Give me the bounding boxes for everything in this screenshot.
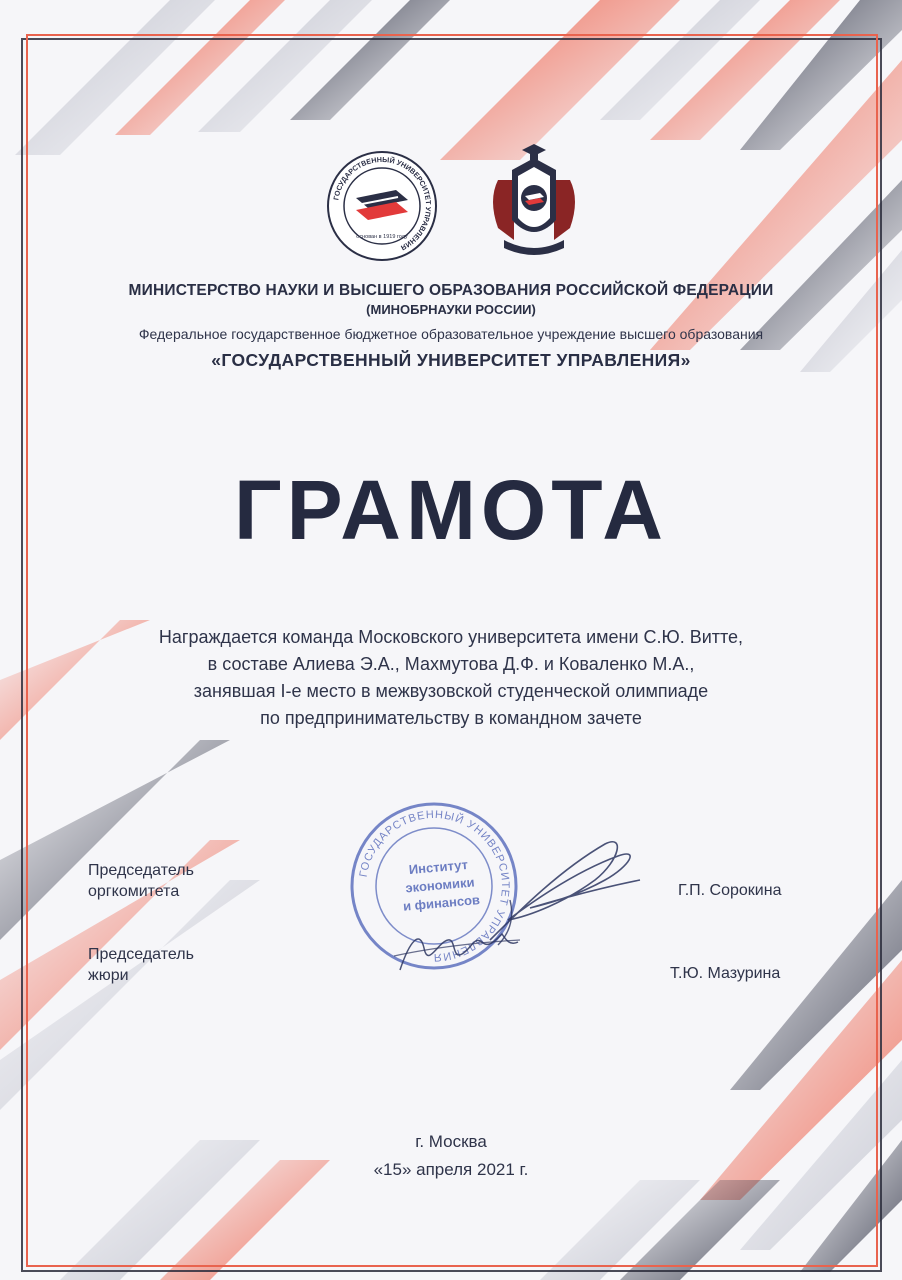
ministry-short-name: (МИНОБРНАУКИ РОССИИ) [366, 302, 536, 317]
award-line: занявшая I-е место в межвузовской студенческой олимпиаде [193, 681, 709, 701]
document-footer [0, 1128, 902, 1184]
university-crest-icon [484, 140, 584, 260]
signature-role-line: оргкомитета [88, 883, 180, 900]
signature-role-line: Председатель [88, 946, 194, 963]
stamp-ring-text: ГОСУДАРСТВЕННЫЙ УНИВЕРСИТЕТ УПРАВЛЕНИЯ [357, 808, 512, 964]
award-line: по предпринимательству в командном зачете [260, 708, 642, 728]
stamp-line-2: экономики [404, 874, 476, 896]
signature-role-line: Председатель [88, 862, 194, 879]
ministry-name: МИНИСТЕРСТВО НАУКИ И ВЫСШЕГО ОБРАЗОВАНИЯ РОССИЙСКОЙ ФЕДЕРАЦИИ [128, 282, 774, 299]
signature-name-mazurina: Т.Ю. Мазурина [670, 965, 781, 982]
document-header [0, 282, 902, 371]
stamp-line-1: Институт [408, 856, 469, 878]
handwritten-signature-icon [390, 830, 650, 980]
university-logo-founded: основан в 1919 году [356, 234, 408, 240]
signature-role-organizing-committee [88, 860, 194, 902]
university-logo-icon [326, 150, 438, 262]
footer-date: «15» апреля 2021 г. [373, 1160, 529, 1179]
university-name: «ГОСУДАРСТВЕННЫЙ УНИВЕРСИТЕТ УПРАВЛЕНИЯ» [211, 350, 691, 370]
university-logo-ring-text: ГОСУДАРСТВЕННЫЙ УНИВЕРСИТЕТ УПРАВЛЕНИЯ [331, 154, 434, 253]
signature-role-jury [88, 944, 194, 986]
signature-name-sorokina: Г.П. Сорокина [678, 882, 782, 899]
footer-city: г. Москва [415, 1132, 487, 1151]
signature-role-line: жюри [88, 967, 129, 984]
stamp-line-3: и финансов [402, 892, 481, 914]
institution-type: Федеральное государственное бюджетное образовательное учреждение высшего образования [138, 326, 764, 342]
logos-row [0, 140, 902, 270]
award-text [0, 624, 902, 732]
document-title: ГРАМОТА [234, 463, 668, 557]
award-line: в составе Алиева Э.А., Махмутова Д.Ф. и Коваленко М.А., [207, 654, 695, 674]
award-line: Награждается команда Московского университета имени С.Ю. Витте, [158, 627, 744, 647]
